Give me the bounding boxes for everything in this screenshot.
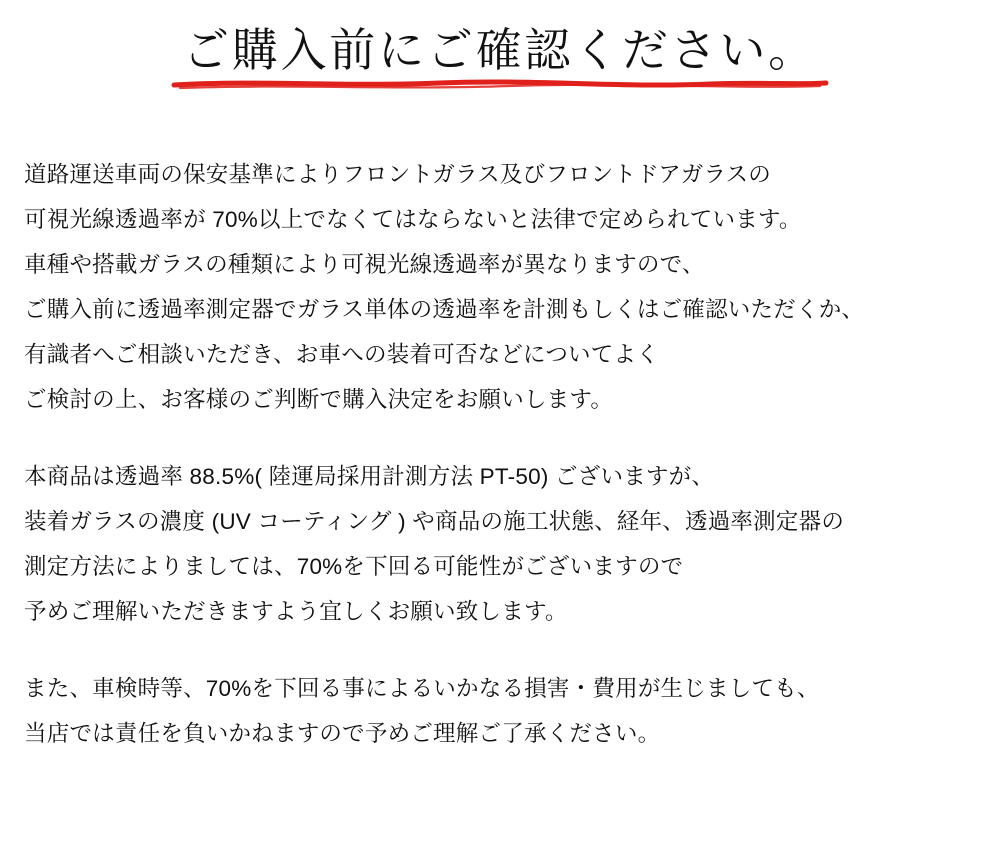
text-line: 有識者へご相談いただき、お車への装着可否などについてよく (24, 342, 659, 367)
paragraph-product-spec (24, 454, 974, 634)
text-line: 装着ガラスの濃度 (UV コーティング ) や商品の施工状態、経年、透過率測定器の (24, 509, 845, 534)
text-line: 予めご理解いただきますよう宜しくお願い致します。 (24, 599, 568, 624)
text-line: 車種や搭載ガラスの種類により可視光線透過率が異なりますので、 (24, 252, 705, 277)
red-underline-icon (170, 76, 830, 92)
text-line: 本商品は透過率 88.5%( 陸運局採用計測方法 PT-50) ございますが、 (24, 464, 715, 489)
text-line: また、車検時等、70%を下回る事によるいかなる損害・費用が生じましても、 (24, 676, 820, 701)
text-line: 測定方法によりましては、70%を下回る可能性がございますので (24, 554, 684, 579)
text-line: 可視光線透過率が 70%以上でなくてはならないと法律で定められています。 (24, 207, 802, 232)
text-line: ご検討の上、お客様のご判断で購入決定をお願いします。 (24, 387, 614, 412)
text-line: ご購入前に透過率測定器でガラス単体の透過率を計測もしくはご確認いただくか、 (24, 297, 865, 322)
paragraph-liability-disclaimer (24, 666, 974, 756)
body-text (24, 152, 974, 756)
title-block (0, 0, 1000, 92)
text-line: 当店では責任を負いかねますので予めご理解ご了承ください。 (24, 721, 661, 746)
title-underline-wrap (0, 76, 1000, 92)
paragraph-legal-notice (24, 152, 974, 422)
page-title: ご購入前にご確認ください。 (183, 25, 817, 76)
text-line: 道路運送車両の保安基準によりフロントガラス及びフロントドアガラスの (24, 162, 772, 187)
